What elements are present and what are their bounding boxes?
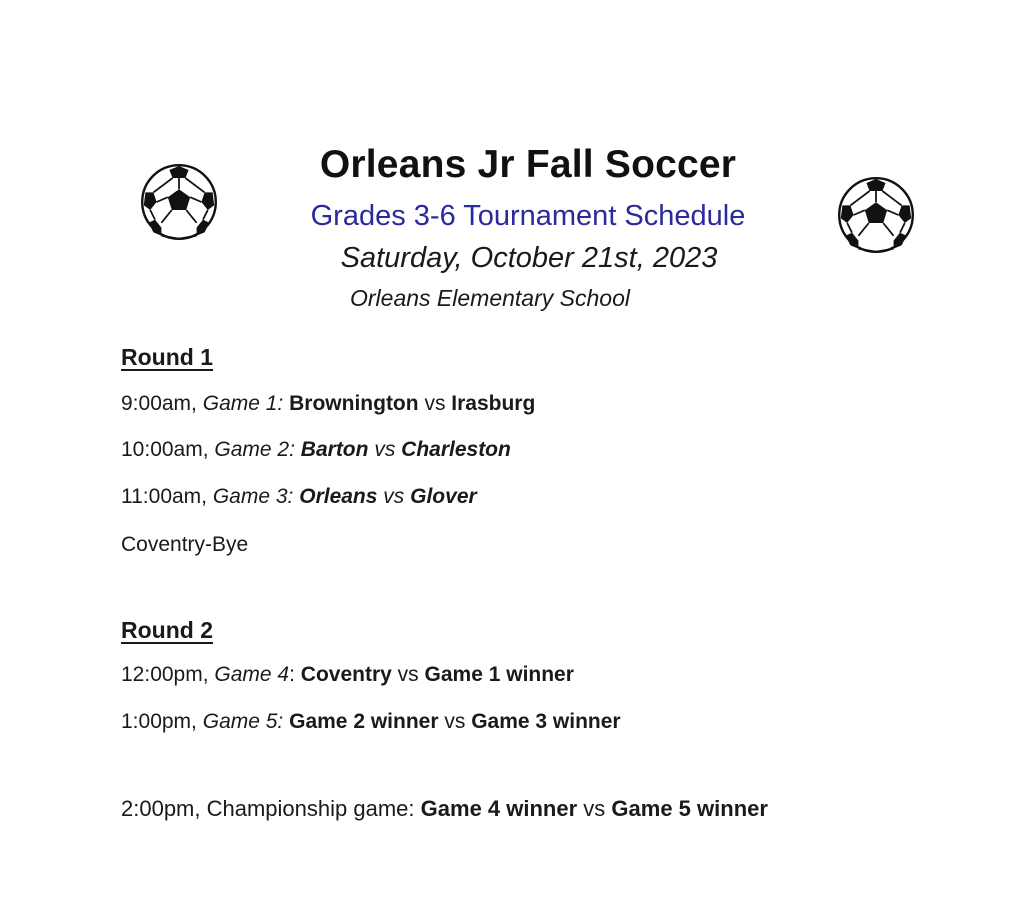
team-name: Coventry	[300, 663, 392, 686]
bye-row: Coventry-Bye	[121, 533, 249, 556]
team-name: Charleston	[401, 438, 511, 461]
game-label-colon: :	[289, 663, 295, 686]
game-label: Championship game:	[206, 796, 415, 821]
game-label: Game 3:	[212, 485, 294, 508]
game-label: Game 4	[214, 663, 290, 686]
game-time: 9:00am,	[121, 392, 197, 415]
game-label: Game 1:	[202, 392, 284, 415]
game-1-row	[121, 392, 535, 416]
game-time: 1:00pm,	[121, 710, 197, 733]
game-time: 2:00pm,	[121, 796, 201, 821]
team-name: Irasburg	[451, 392, 536, 415]
team-name: Game 4 winner	[420, 796, 578, 821]
game-label: Game 2:	[214, 438, 295, 461]
team-name: Brownington	[289, 392, 419, 415]
versus-text: vs	[383, 485, 405, 508]
team-name: Game 5 winner	[611, 796, 768, 821]
team-name: Orleans	[299, 485, 378, 508]
game-label: Game 5:	[202, 710, 284, 733]
game-3-row	[121, 485, 477, 509]
team-name: Game 1 winner	[424, 663, 574, 686]
versus-text: vs	[397, 663, 419, 686]
game-time: 11:00am,	[121, 485, 207, 508]
game-2-row	[121, 438, 511, 462]
game-4-row	[121, 663, 574, 687]
team-name: Game 2 winner	[289, 710, 439, 733]
page-subtitle: Grades 3-6 Tournament Schedule	[310, 200, 746, 232]
game-5-row	[121, 710, 621, 734]
versus-text: vs	[374, 438, 396, 461]
team-name: Game 3 winner	[471, 710, 621, 733]
round-2-heading: Round 2	[121, 617, 213, 643]
team-name: Glover	[410, 485, 477, 508]
versus-text: vs	[583, 796, 606, 821]
versus-text: vs	[424, 392, 446, 415]
event-date: Saturday, October 21st, 2023	[340, 242, 718, 274]
page-title: Orleans Jr Fall Soccer	[319, 143, 737, 186]
versus-text: vs	[444, 710, 466, 733]
game-time: 10:00am,	[121, 438, 209, 461]
event-location: Orleans Elementary School	[350, 285, 630, 311]
game-time: 12:00pm,	[121, 663, 209, 686]
round-1-heading: Round 1	[121, 344, 213, 370]
championship-row	[121, 796, 768, 822]
team-name: Barton	[300, 438, 369, 461]
